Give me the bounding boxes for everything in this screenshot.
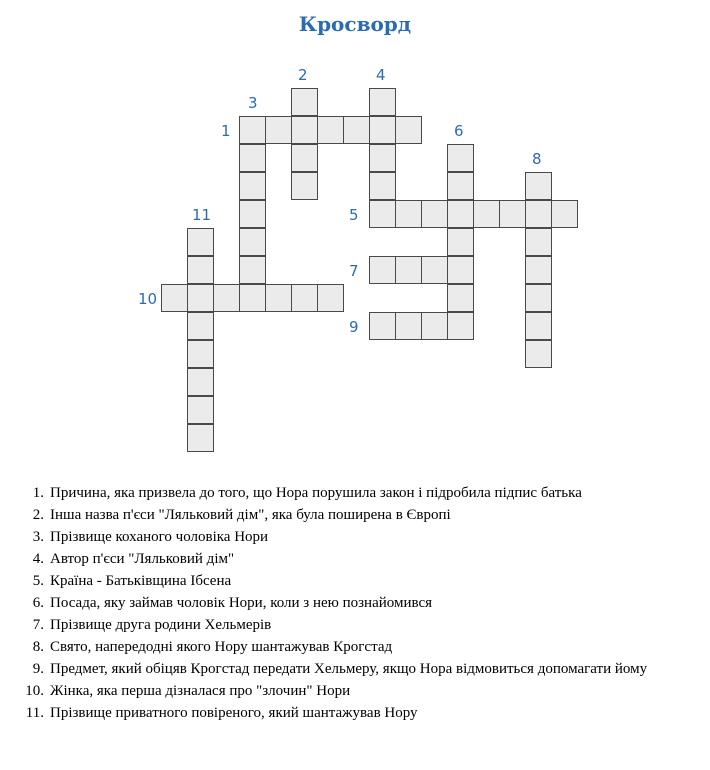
- grid-cell[interactable]: [213, 284, 240, 312]
- grid-cell[interactable]: [343, 116, 370, 144]
- grid-cell[interactable]: [447, 144, 474, 172]
- grid-cell[interactable]: [525, 284, 552, 312]
- grid-cell[interactable]: [447, 312, 474, 340]
- grid-cell[interactable]: [369, 256, 396, 284]
- grid-cell[interactable]: [499, 200, 526, 228]
- grid-cell[interactable]: [239, 284, 266, 312]
- grid-cell[interactable]: [395, 256, 422, 284]
- clue-number-label: 4: [376, 66, 386, 84]
- clue-text: Інша назва п'єси "Ляльковий дім", яка була поширена в Європі: [50, 507, 451, 523]
- clue-index: 1.: [32, 485, 44, 501]
- grid-cell[interactable]: [187, 424, 214, 452]
- grid-cell[interactable]: [187, 256, 214, 284]
- grid-cell[interactable]: [239, 256, 266, 284]
- clue-text: Прізвище коханого чоловіка Нори: [50, 529, 269, 545]
- page-title: Кросворд: [298, 12, 412, 36]
- clue-text: Жінка, яка перша дізналася про "злочин" Нори: [50, 683, 351, 699]
- grid-cell[interactable]: [447, 284, 474, 312]
- clue-text: Посада, яку займав чоловік Нори, коли з нею познайомився: [50, 595, 433, 611]
- grid-cell[interactable]: [187, 284, 214, 312]
- clue-number-label: 2: [298, 66, 308, 84]
- grid-cell[interactable]: [369, 172, 396, 200]
- grid-cell[interactable]: [525, 172, 552, 200]
- grid-cell[interactable]: [187, 312, 214, 340]
- grid-cell[interactable]: [395, 200, 422, 228]
- clue-text: Країна - Батьківщина Ібсена: [50, 573, 232, 589]
- clue-item: [10, 615, 700, 637]
- grid-cell[interactable]: [291, 284, 318, 312]
- grid-cell[interactable]: [369, 200, 396, 228]
- clue-index: 7.: [32, 617, 44, 633]
- clue-item: [10, 703, 700, 725]
- clue-text: Автор п'єси "Ляльковий дім": [50, 551, 235, 567]
- grid-cell[interactable]: [395, 116, 422, 144]
- clue-number-label: 1: [221, 122, 231, 140]
- clue-number-label: 8: [532, 150, 542, 168]
- grid-cell[interactable]: [525, 228, 552, 256]
- clue-index: 8.: [32, 639, 44, 655]
- grid-cell[interactable]: [525, 340, 552, 368]
- grid-cell[interactable]: [421, 312, 448, 340]
- clue-text: Предмет, який обіцяв Крогстад передати Хельмеру, якщо Нора відмовиться допомагати йому: [50, 661, 648, 677]
- grid-cell[interactable]: [291, 116, 318, 144]
- grid-cell[interactable]: [447, 256, 474, 284]
- clue-item: [10, 681, 700, 703]
- clue-index: 9.: [32, 661, 44, 677]
- clue-number-label: 3: [248, 94, 258, 112]
- grid-cell[interactable]: [447, 228, 474, 256]
- grid-cell[interactable]: [187, 340, 214, 368]
- grid-cell[interactable]: [317, 284, 344, 312]
- clue-text: Причина, яка призвела до того, що Нора порушила закон і підробила підпис батька: [50, 485, 582, 501]
- grid-cell[interactable]: [239, 228, 266, 256]
- clue-item: [10, 549, 700, 571]
- grid-cell[interactable]: [317, 116, 344, 144]
- clue-item: [10, 527, 700, 549]
- clue-item: [10, 637, 700, 659]
- grid-cell[interactable]: [395, 312, 422, 340]
- clue-number-label: 10: [138, 290, 158, 308]
- grid-cell[interactable]: [525, 256, 552, 284]
- grid-cell[interactable]: [525, 312, 552, 340]
- grid-cell[interactable]: [525, 200, 552, 228]
- clue-index: 4.: [32, 551, 44, 567]
- grid-cell[interactable]: [369, 116, 396, 144]
- grid-cell[interactable]: [187, 396, 214, 424]
- grid-cell[interactable]: [421, 200, 448, 228]
- grid-cell[interactable]: [369, 144, 396, 172]
- grid-cell[interactable]: [551, 200, 578, 228]
- grid-cell[interactable]: [291, 88, 318, 116]
- clue-item: [10, 659, 700, 681]
- clue-item: [10, 593, 700, 615]
- grid-cell[interactable]: [447, 200, 474, 228]
- grid-cell[interactable]: [239, 144, 266, 172]
- grid-cell[interactable]: [473, 200, 500, 228]
- clue-number-label: 7: [349, 262, 359, 280]
- grid-cell[interactable]: [239, 172, 266, 200]
- grid-cell[interactable]: [265, 284, 292, 312]
- grid-cell[interactable]: [187, 228, 214, 256]
- grid-cell[interactable]: [239, 200, 266, 228]
- clue-text: Прізвище приватного повіреного, який шантажував Нору: [50, 705, 418, 721]
- grid-cell[interactable]: [239, 116, 266, 144]
- clue-index: 10.: [25, 683, 44, 699]
- clue-item: [10, 483, 700, 505]
- grid-cell[interactable]: [291, 144, 318, 172]
- clue-number-label: 6: [454, 122, 464, 140]
- grid-cell[interactable]: [447, 172, 474, 200]
- clue-number-label: 11: [192, 206, 212, 224]
- grid-cell[interactable]: [265, 116, 292, 144]
- clue-index: 3.: [32, 529, 44, 545]
- grid-cell[interactable]: [161, 284, 188, 312]
- clue-index: 2.: [32, 507, 44, 523]
- clue-text: Свято, напередодні якого Нору шантажував Крогстад: [50, 639, 393, 655]
- grid-cell[interactable]: [291, 172, 318, 200]
- clue-index: 11.: [25, 705, 44, 721]
- grid-cell[interactable]: [369, 88, 396, 116]
- grid-cell[interactable]: [369, 312, 396, 340]
- clue-item: [10, 505, 700, 527]
- grid-cell[interactable]: [187, 368, 214, 396]
- clue-list: [10, 483, 700, 725]
- clue-index: 6.: [32, 595, 44, 611]
- grid-cell[interactable]: [421, 256, 448, 284]
- clue-number-label: 9: [349, 318, 359, 336]
- clue-index: 5.: [32, 573, 44, 589]
- clue-text: Прізвище друга родини Хельмерів: [50, 617, 272, 633]
- clue-item: [10, 571, 700, 593]
- clue-number-label: 5: [349, 206, 359, 224]
